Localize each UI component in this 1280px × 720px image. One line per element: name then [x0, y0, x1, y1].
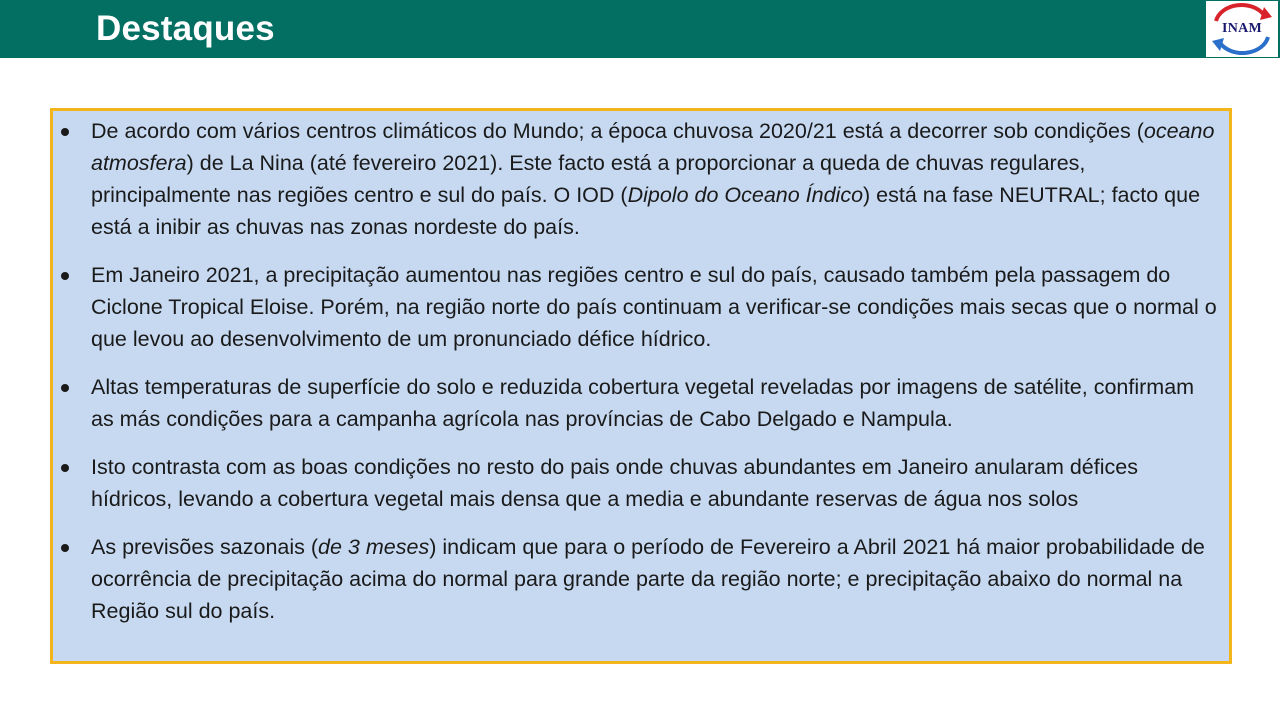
bullet-text: ) de La Nina (até fevereiro 2021). Este facto está a proporcionar a queda de chuvas regulares, principalmente nas regiões centro e sul do país. O IOD (: [91, 151, 1086, 207]
logo-text: INAM: [1221, 21, 1263, 36]
list-item: [53, 259, 1229, 355]
bullet-icon: [61, 128, 69, 136]
bullet-text: Altas temperaturas de superfície do solo e reduzida cobertura vegetal reveladas por imagens de satélite, confirmam as más condições para a campanha agrícola nas províncias de Cabo Delgado e Nampula.: [91, 375, 1195, 431]
italic-text: Dipolo do Oceano Índico: [627, 183, 864, 207]
list-item: [53, 115, 1229, 243]
bullet-text: Em Janeiro 2021, a precipitação aumentou nas regiões centro e sul do país, causado também pela passagem do Ciclone Tropical Eloise. Porém, na região norte do país continuam a verificar-se condições mais secas que o normal o que levou ao desenvolvimento de um pronunciado défice hídrico.: [91, 263, 1217, 351]
page-title: Destaques: [96, 9, 275, 48]
bullet-icon: [61, 384, 69, 392]
list-item: [53, 451, 1229, 515]
highlights-list: [53, 115, 1229, 643]
bullet-text: ) indicam que para o período de Fevereiro a Abril 2021 há maior probabilidade de ocorrência de precipitação acima do normal para grande parte da região norte; e precipitação abaixo do normal na Região sul do país.: [91, 535, 1205, 623]
list-item: [53, 371, 1229, 435]
bullet-text: De acordo com vários centros climáticos do Mundo; a época chuvosa 2020/21 está a decorrer sob condições (: [91, 119, 1144, 143]
header-bar: [0, 0, 1280, 58]
inam-logo: [1206, 1, 1278, 57]
highlights-box: [50, 108, 1232, 664]
bullet-icon: [61, 544, 69, 552]
bullet-icon: [61, 464, 69, 472]
italic-text: oceano atmosfera: [91, 119, 1215, 175]
bullet-text: Isto contrasta com as boas condições no resto do pais onde chuvas abundantes em Janeiro anularam défices hídricos, levando a cobertura vegetal mais densa que a media e abundante reservas de água nos solos: [91, 455, 1138, 511]
bullet-text: As previsões sazonais (: [91, 535, 319, 559]
italic-text: de 3 meses: [318, 535, 430, 559]
bullet-text: ) está na fase NEUTRAL; facto que está a inibir as chuvas nas zonas nordeste do país.: [91, 183, 1201, 239]
bullet-icon: [61, 272, 69, 280]
list-item: [53, 531, 1229, 627]
